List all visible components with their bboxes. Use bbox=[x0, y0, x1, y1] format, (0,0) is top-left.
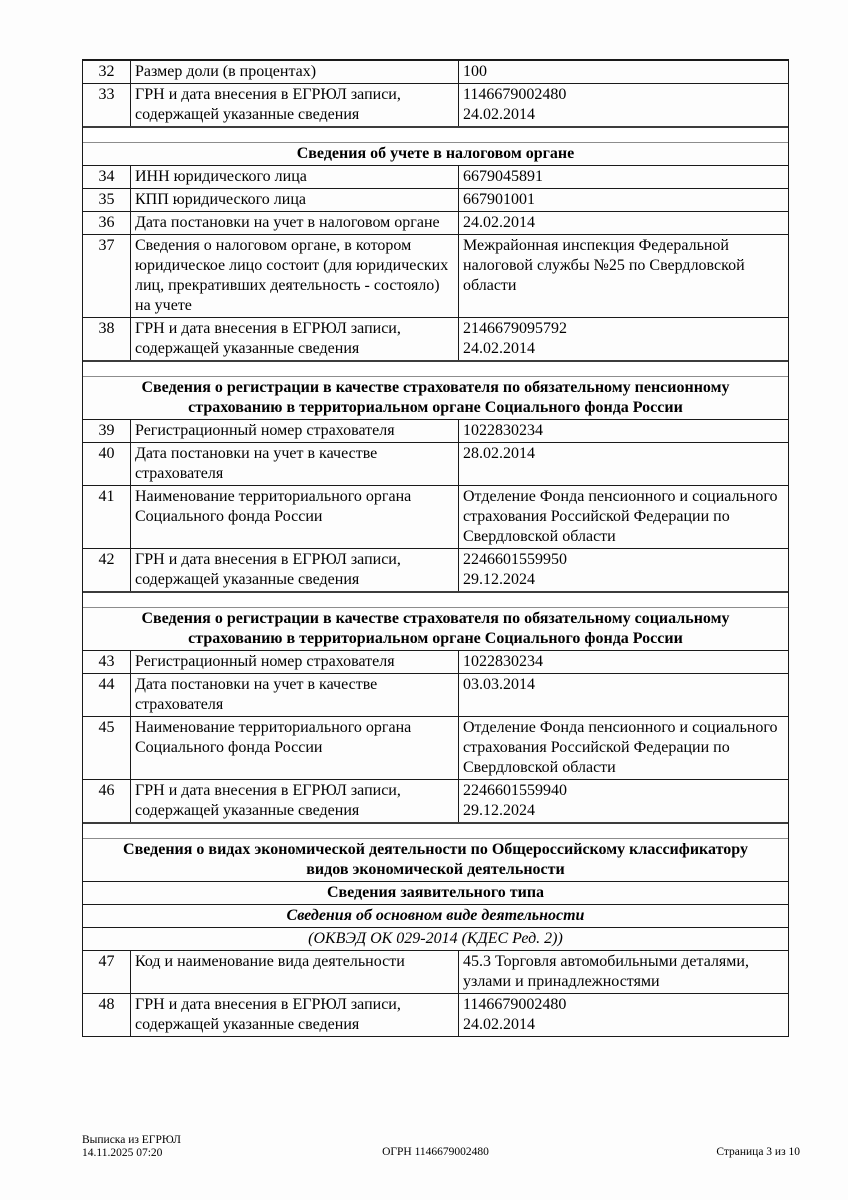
egrul-table bbox=[82, 59, 789, 1037]
row-value-line: 2246601559950 bbox=[463, 551, 567, 568]
row-number-cell: 35 bbox=[83, 189, 131, 211]
table-row bbox=[83, 189, 788, 212]
table-row bbox=[83, 951, 788, 994]
row-number-cell: 44 bbox=[83, 674, 131, 716]
row-number-cell: 38 bbox=[83, 318, 131, 360]
table-row bbox=[83, 486, 788, 549]
footer-ogrn: ОГРН 1146679002480 bbox=[382, 1146, 489, 1158]
table-row bbox=[83, 549, 788, 591]
spacer-row bbox=[83, 591, 788, 608]
row-label-cell: Наименование территориального органа Социального фонда России bbox=[131, 486, 459, 548]
row-value-line: 29.12.2024 bbox=[463, 802, 535, 819]
row-value-cell bbox=[459, 994, 788, 1036]
row-value-cell bbox=[459, 717, 788, 779]
spacer-row bbox=[83, 822, 788, 839]
spacer-row bbox=[83, 360, 788, 377]
row-value-line: 1146679002480 bbox=[463, 86, 567, 103]
row-label-cell: ГРН и дата внесения в ЕГРЮЛ записи, содержащей указанные сведения bbox=[131, 994, 459, 1036]
row-number-cell: 36 bbox=[83, 212, 131, 234]
row-value-cell bbox=[459, 84, 788, 126]
table-row bbox=[83, 212, 788, 235]
row-label-cell: Дата постановки на учет в качестве страхователя bbox=[131, 443, 459, 485]
row-value-line: Отделение Фонда пенсионного и социального страхования Российской Федерации по Свердловской области bbox=[463, 488, 778, 545]
row-value-line: 2146679095792 bbox=[463, 320, 567, 337]
section-header: Сведения об учете в налоговом органе bbox=[83, 143, 788, 166]
row-value-cell bbox=[459, 212, 788, 234]
row-number-cell: 41 bbox=[83, 486, 131, 548]
section-header: Сведения о регистрации в качестве страхователя по обязательному социальному страхованию в территориальном органе Социального фонда России bbox=[83, 608, 788, 651]
row-value-cell bbox=[459, 189, 788, 211]
table-row bbox=[83, 651, 788, 674]
row-value-cell bbox=[459, 651, 788, 673]
row-value-line: 29.12.2024 bbox=[463, 571, 535, 588]
section-header: (ОКВЭД ОК 029-2014 (КДЕС Ред. 2)) bbox=[83, 928, 788, 951]
row-label-cell: Регистрационный номер страхователя bbox=[131, 420, 459, 442]
row-value-line: Межрайонная инспекция Федеральной налоговой службы №25 по Свердловской области bbox=[463, 237, 745, 294]
row-value-line: 6679045891 bbox=[463, 168, 543, 185]
row-value-cell bbox=[459, 420, 788, 442]
row-number-cell: 40 bbox=[83, 443, 131, 485]
row-value-cell bbox=[459, 318, 788, 360]
table-row bbox=[83, 674, 788, 717]
row-label-cell: Регистрационный номер страхователя bbox=[131, 651, 459, 673]
section-header: Сведения о регистрации в качестве страхователя по обязательному пенсионному страхованию в территориальном органе Социального фонда России bbox=[83, 377, 788, 420]
row-value-cell bbox=[459, 549, 788, 591]
row-value-line: 28.02.2014 bbox=[463, 445, 535, 462]
row-value-cell bbox=[459, 443, 788, 485]
footer-page-number: Страница 3 из 10 bbox=[716, 1146, 800, 1158]
row-label-cell: ГРН и дата внесения в ЕГРЮЛ записи, содержащей указанные сведения bbox=[131, 318, 459, 360]
table-row bbox=[83, 235, 788, 318]
row-label-cell: Код и наименование вида деятельности bbox=[131, 951, 459, 993]
row-value-cell bbox=[459, 486, 788, 548]
footer-extract-label: Выписка из ЕГРЮЛ bbox=[82, 1134, 181, 1146]
row-number-cell: 34 bbox=[83, 166, 131, 188]
row-value-line: 1022830234 bbox=[463, 422, 543, 439]
row-value-cell bbox=[459, 166, 788, 188]
row-number-cell: 42 bbox=[83, 549, 131, 591]
table-row bbox=[83, 61, 788, 84]
row-value-line: 100 bbox=[463, 63, 487, 80]
row-label-cell: ГРН и дата внесения в ЕГРЮЛ записи, содержащей указанные сведения bbox=[131, 84, 459, 126]
row-value-cell bbox=[459, 235, 788, 317]
row-label-cell: Сведения о налоговом органе, в котором юридическое лицо состоит (для юридических лиц, прекративших деятельность - состояло) на учете bbox=[131, 235, 459, 317]
table-row bbox=[83, 318, 788, 360]
section-header: Сведения об основном виде деятельности bbox=[83, 905, 788, 928]
table-row bbox=[83, 443, 788, 486]
row-label-cell: Размер доли (в процентах) bbox=[131, 61, 459, 83]
row-value-line: 24.02.2014 bbox=[463, 214, 535, 231]
row-value-cell bbox=[459, 674, 788, 716]
section-header: Сведения заявительного типа bbox=[83, 882, 788, 905]
row-number-cell: 33 bbox=[83, 84, 131, 126]
row-number-cell: 46 bbox=[83, 780, 131, 822]
row-value-cell bbox=[459, 951, 788, 993]
row-number-cell: 43 bbox=[83, 651, 131, 673]
section-header: Сведения о видах экономической деятельности по Общероссийскому классификатору видов экономической деятельности bbox=[83, 839, 788, 882]
row-label-cell: Дата постановки на учет в качестве страхователя bbox=[131, 674, 459, 716]
row-label-cell: ИНН юридического лица bbox=[131, 166, 459, 188]
row-value-line: 03.03.2014 bbox=[463, 676, 535, 693]
row-value-line: 2246601559940 bbox=[463, 782, 567, 799]
table-row bbox=[83, 84, 788, 126]
row-label-cell: КПП юридического лица bbox=[131, 189, 459, 211]
row-value-line: 24.02.2014 bbox=[463, 340, 535, 357]
table-row bbox=[83, 420, 788, 443]
spacer-row bbox=[83, 126, 788, 143]
row-value-line: 24.02.2014 bbox=[463, 1016, 535, 1033]
row-value-line: 667901001 bbox=[463, 191, 535, 208]
table-row bbox=[83, 994, 788, 1037]
table-row bbox=[83, 717, 788, 780]
row-value-line: 1146679002480 bbox=[463, 996, 567, 1013]
row-value-line: 45.3 Торговля автомобильными деталями, узлами и принадлежностями bbox=[463, 953, 749, 990]
footer-extract-datetime: 14.11.2025 07:20 bbox=[82, 1146, 163, 1159]
row-value-line: 24.02.2014 bbox=[463, 106, 535, 123]
row-label-cell: Наименование территориального органа Социального фонда России bbox=[131, 717, 459, 779]
table-row bbox=[83, 780, 788, 822]
row-label-cell: Дата постановки на учет в налоговом органе bbox=[131, 212, 459, 234]
row-number-cell: 47 bbox=[83, 951, 131, 993]
row-value-line: 1022830234 bbox=[463, 653, 543, 670]
table-row bbox=[83, 166, 788, 189]
row-number-cell: 37 bbox=[83, 235, 131, 317]
row-value-cell bbox=[459, 780, 788, 822]
row-number-cell: 32 bbox=[83, 61, 131, 83]
row-number-cell: 48 bbox=[83, 994, 131, 1036]
row-number-cell: 45 bbox=[83, 717, 131, 779]
row-value-cell bbox=[459, 61, 788, 83]
row-number-cell: 39 bbox=[83, 420, 131, 442]
row-value-line: Отделение Фонда пенсионного и социального страхования Российской Федерации по Свердловской области bbox=[463, 719, 778, 776]
row-label-cell: ГРН и дата внесения в ЕГРЮЛ записи, содержащей указанные сведения bbox=[131, 549, 459, 591]
row-label-cell: ГРН и дата внесения в ЕГРЮЛ записи, содержащей указанные сведения bbox=[131, 780, 459, 822]
